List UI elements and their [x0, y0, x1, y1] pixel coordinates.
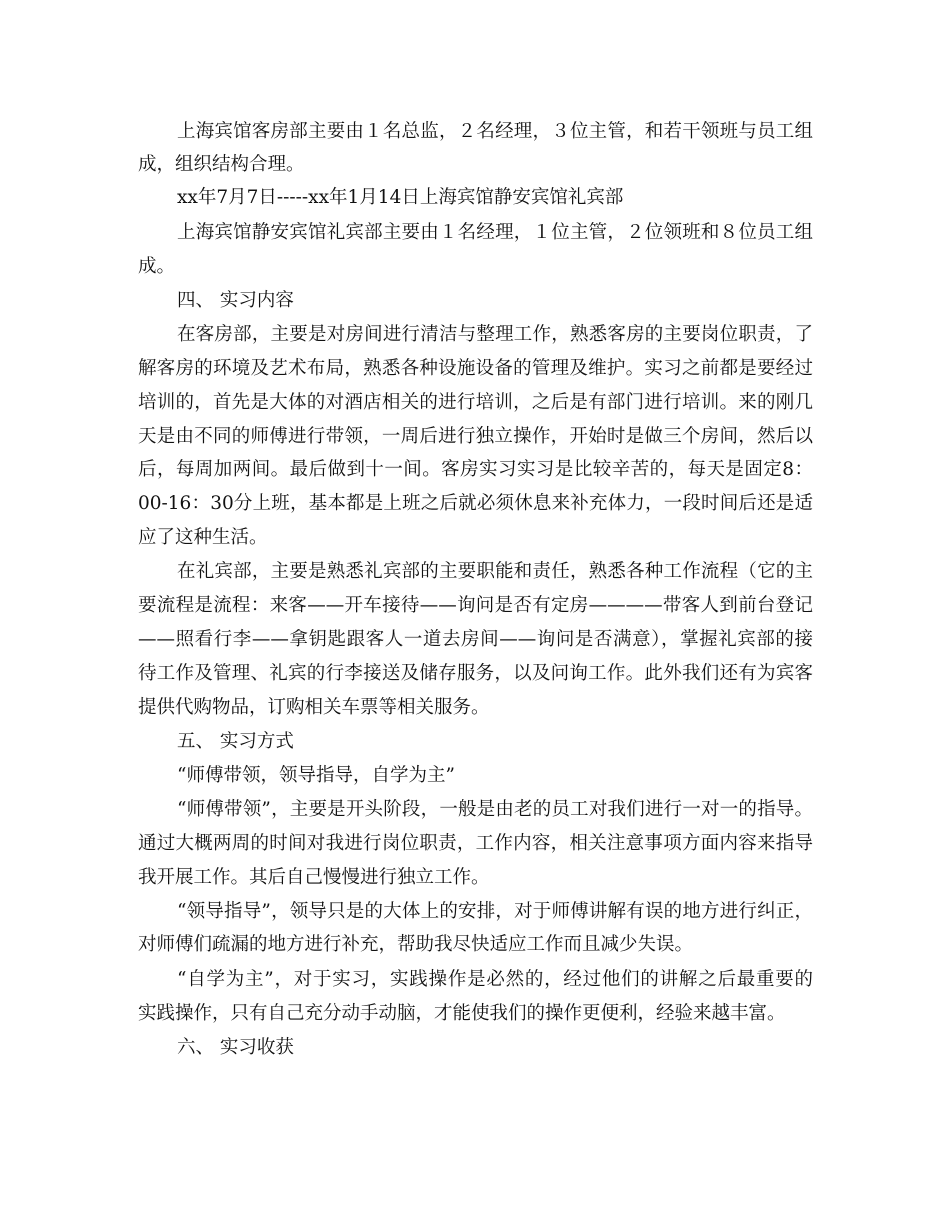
section-heading: 六、 实习收获 — [177, 1037, 294, 1058]
paragraph-line: “自学为主”，对于实习，实践操作是必然的，经过他们的讲解之后最重要的 — [177, 969, 813, 990]
section-heading: 五、 实习方式 — [177, 731, 294, 752]
paragraph-line: 后，每周加两间。最后做到十一间。客房实习实习是比较辛苦的，每天是固定8： — [138, 459, 813, 480]
paragraph-line: 天是由不同的师傅进行带领，一周后进行独立操作，开始时是做三个房间，然后以 — [138, 426, 813, 447]
paragraph-line: 实践操作，只有自己充分动手动脑，才能使我们的操作更便利，经验来越丰富。 — [138, 1003, 786, 1024]
paragraph-line: 上海宾馆客房部主要由１名总监，２名经理，３位主管，和若干领班与员工组 — [177, 121, 813, 142]
paragraph-line: 待工作及管理、礼宾的行李接送及储存服务，以及问询工作。此外我们还有为宾客 — [138, 663, 813, 684]
paragraph-line: 00-16：30分上班，基本都是上班之后就必须休息来补充体力，一段时间后还是适 — [138, 493, 813, 514]
paragraph-line: “师傅带领”，主要是开头阶段，一般是由老的员工对我们进行一对一的指导。 — [177, 799, 813, 820]
paragraph-line: “领导指导”，领导只是的大体上的安排，对于师傅讲解有误的地方进行纠正， — [177, 901, 813, 922]
paragraph-line: 解客房的环境及艺术布局，熟悉各种设施设备的管理及维护。实习之前都是要经过 — [138, 358, 813, 379]
paragraph-line: 要流程是流程：来客——开车接待——询问是否有定房————带客人到前台登记 — [138, 595, 813, 616]
paragraph-line: 提供代购物品，订购相关车票等相关服务。 — [138, 697, 490, 718]
paragraph-line: 上海宾馆静安宾馆礼宾部主要由１名经理，１位主管，２位领班和８位员工组 — [177, 222, 813, 243]
paragraph-line: “师傅带领，领导指导，自学为主” — [177, 765, 455, 786]
paragraph-line: 我开展工作。其后自己慢慢进行独立工作。 — [138, 867, 490, 888]
paragraph-line: 在礼宾部，主要是熟悉礼宾部的主要职能和责任，熟悉各种工作流程（它的主 — [177, 561, 813, 582]
paragraph-line: 通过大概两周的时间对我进行岗位职责，工作内容，相关注意事项方面内容来指导 — [138, 833, 813, 854]
paragraph-line: 成。 — [138, 256, 176, 277]
paragraph-line: 成，组织结构合理。 — [138, 154, 305, 175]
paragraph-line: xx年7月7日-----xx年1月14日上海宾馆静安宾馆礼宾部 — [177, 187, 624, 208]
paragraph-line: 应了这种生活。 — [138, 527, 268, 548]
section-heading: 四、 实习内容 — [177, 290, 294, 311]
paragraph-line: 培训的，首先是大体的对酒店相关的进行培训，之后是有部门进行培训。来的刚几 — [138, 392, 813, 413]
paragraph-line: 对师傅们疏漏的地方进行补充，帮助我尽快适应工作而且减少失误。 — [138, 934, 694, 955]
paragraph-line: ——照看行李——拿钥匙跟客人一道去房间——询问是否满意），掌握礼宾部的接 — [138, 629, 813, 650]
paragraph-line: 在客房部，主要是对房间进行清洁与整理工作，熟悉客房的主要岗位职责，了 — [177, 324, 813, 345]
